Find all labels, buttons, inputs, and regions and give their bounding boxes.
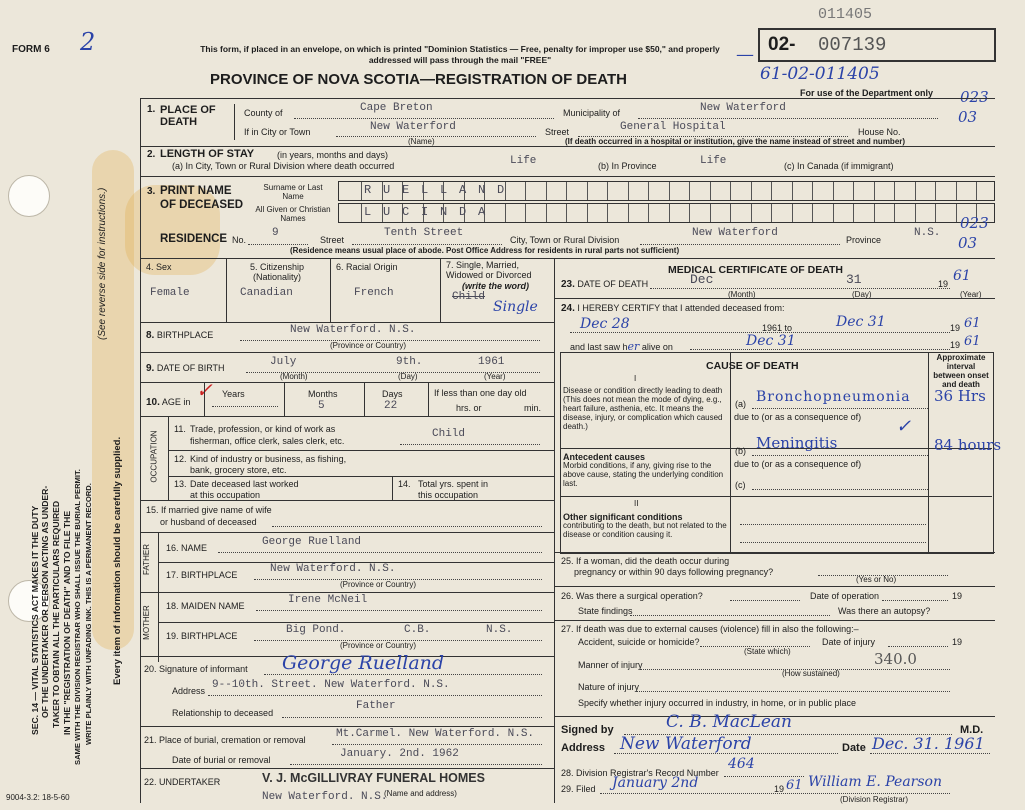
cause-b-interval: 84 hours [934,436,1002,454]
grid-cell-divider [607,182,608,200]
grid-cell-divider [648,182,649,200]
house-label: House No. [858,127,901,137]
sidebar-line-8: Every item of information should be carefully supplied. [112,436,123,685]
punch-hole-top [8,175,50,217]
length-of-stay-label: LENGTH OF STAY [160,148,255,160]
alive-pronoun: er [627,340,640,353]
to-label: to [784,323,793,333]
wife-label-a: If married give name of wife [161,505,272,515]
surname-value: RUELLAND [364,183,517,197]
print-name-label: PRINT NAME OF DECEASED [160,185,244,211]
item-27-number: 27. [561,624,574,634]
sidebar-line-4: IN THE "REGISTRATION OF DEATH" AND TO FILE THE [62,510,72,735]
sidebar-line-3: TAKER TO OBTAIN ALL THE PARTICULARS REQUIRED [51,500,61,728]
sidebar-line-5: SAME WITH THE DIVISION REGISTRAR WHO SHALL ISSUE THE BURIAL PERMIT. [73,469,82,765]
antecedent-description: Morbid conditions, if any, giving rise to the above cause, stating the underlying condition last. [563,461,724,488]
place-of-death-label: PLACE OF DEATH [160,104,216,128]
q27-year-prefix: 19 [952,637,963,647]
racial-label: Racial Origin [346,262,398,272]
q27-nature-label: Nature of injury [578,682,640,692]
sidebar-line-7: (See reverse side for instructions.) [97,187,108,340]
sidebar-line-2: OF THE UNDERTAKER OR PERSON ACTING AS UNDER- [40,485,50,718]
grid-cell-divider [853,182,854,200]
burial-date-value: January. 2nd. 1962 [340,748,459,760]
grid-cell-divider [915,182,916,200]
occupation-value: Child [432,428,466,440]
residence-no-value: 9 [272,227,279,239]
q27-date-label: Date of injury [822,637,876,647]
city-value: New Waterford [370,121,456,133]
item-2-number: 2. [147,149,156,160]
months-value: 5 [318,400,325,412]
dod-month-note: (Month) [728,290,756,299]
institution-note: (If death occurred in a hospital or institution, give the name instead of street and number) [565,137,906,146]
municipality-label: Municipality of [563,108,621,118]
q27-how-note: (How sustained) [782,669,840,678]
county-value: Cape Breton [360,102,433,114]
years-label: Years [222,389,245,399]
item-23-number: 23. [561,279,575,290]
grid-cell-divider [751,182,752,200]
grid-cell-divider [648,204,649,222]
item-11-label-a: Trade, profession, or kind of work as [190,424,336,434]
burial-label: Place of burial, cremation or removal [159,735,306,745]
father-name-value: George Ruelland [262,536,362,548]
dob-month-note: (Month) [280,372,308,381]
grid-cell-divider [792,182,793,200]
grid-cell-divider [710,182,711,200]
mother-maiden-value: Irene McNeil [288,594,368,606]
mother-maiden-label: MAIDEN NAME [181,601,245,611]
residence-label: RESIDENCE [160,233,228,245]
grid-cell-divider [956,204,957,222]
form-id: FORM 6 [12,44,50,55]
item-19-number: 19. [166,631,179,641]
cause-b-value: Meningitis [756,434,838,452]
q26-label-a: Was there a surgical operation? [576,591,703,601]
age-label: AGE in [161,397,191,407]
dod-month: Dec [690,272,714,287]
grid-cell-divider [546,204,547,222]
father-name-label: NAME [181,543,208,553]
item-28-number: 28. [561,768,574,778]
q27-specify-label: Specify whether injury occurred in industry, in home, or in public place [578,698,856,708]
cause-a-interval: 36 Hrs [934,387,986,405]
grid-cell-divider [833,182,834,200]
certify-label: I HEREBY CERTIFY that I attended deceased from: [577,303,785,313]
stay-b-value: Life [700,155,727,167]
birthplace-note: (Province or Country) [330,341,407,350]
grid-cell-divider [628,182,629,200]
reg-prefix: 02- [768,34,796,55]
grid-cell-divider [525,182,526,200]
grid-cell-divider [976,182,977,200]
red-check-mark: ✓ [196,378,213,402]
grid-cell-divider [566,204,567,222]
surname-label: Surname or Last Name [263,183,323,201]
reg-number: 007139 [818,34,887,56]
marital-label: Single, Married, Widowed or Divorced [446,260,532,280]
item-5-number: 5. [249,262,258,272]
item-11-label-b: fisherman, office clerk, sales clerk, etc. [190,436,345,446]
medical-certificate-title: MEDICAL CERTIFICATE OF DEATH [668,264,843,276]
grid-cell-divider [915,204,916,222]
county-label: County of [244,108,283,118]
father-birthplace-label: BIRTHPLACE [181,570,238,580]
grid-cell-divider [771,182,772,200]
item-12-label-b: bank, grocery store, etc. [190,465,287,475]
item-29-number: 29. [561,784,574,794]
signed-date-label: Date [842,742,866,754]
cause-a-label: (a) [735,399,746,409]
undertaker-label: UNDERTAKER [159,777,221,787]
stay-a-label: (a) In City, Town or Rural Division where death occurred [172,161,395,171]
grid-cell-divider [669,204,670,222]
mother-birthplace-county: C.B. [404,624,431,636]
item-13-label-a: Date deceased last worked [190,479,299,489]
marital-sub: (write the word) [462,281,529,291]
mother-birthplace-note: (Province or Country) [340,641,417,650]
grid-cell-divider [546,182,547,200]
item-1-number: 1. [147,104,156,115]
stay-a-value: Life [510,155,537,167]
item-26-number: 26. [561,591,574,601]
dod-year-note: (Year) [960,290,982,299]
q27-manner-label: Manner of injury [578,660,643,670]
alive-year: 61 [964,334,981,349]
dob-day-note: (Day) [398,372,418,381]
dod-year: 61 [953,268,971,284]
filed-year-prefix: 19 [774,784,785,794]
item-13-number: 13. [174,479,187,489]
grid-cell-divider [710,204,711,222]
tick-mark: — [736,44,754,65]
occupation-side-label: OCCUPATION [149,430,159,483]
item-9-number: 9. [146,363,155,374]
dept-note: For use of the Department only [800,88,934,98]
form-footer-code: 9004-3.2: 18-5-60 [6,793,70,802]
item-3-number: 3. [147,186,156,197]
grid-cell-divider [751,204,752,222]
marital-hand: Single [493,299,538,315]
informant-address-value: 9--10th. Street. New Waterford. N.S. [212,679,450,691]
dob-day: 9th. [396,356,423,368]
sidebar-line-1: SEC. 14 — VITAL STATISTICS ACT MAKES IT THE DUTY [30,505,40,735]
item-16-number: 16. [166,543,179,553]
address-label: Address [561,742,606,754]
street-label: Street [545,127,570,137]
physician-signature: C. B. MacLean [666,712,793,732]
residence-prov-value: N.S. [914,227,941,239]
informant-label: Signature of informant [159,664,248,674]
cause-description: Disease or condition directly leading to death (This does not mean the mode of dying, e.g., heart failure, asthenia, etc. It means the disease, injury, or complication which caused death.) [563,386,723,431]
due-to-2: due to (or as a consequence of) [734,459,862,469]
item-18-number: 18. [166,601,179,611]
item-24-number: 24. [561,303,575,314]
dept-code-3: 023 [960,214,989,232]
alive-label-2: alive on [641,342,673,352]
months-label: Months [308,389,338,399]
grid-cell-divider [792,204,793,222]
grid-cell-divider [587,204,588,222]
wife-label-b: or husband of deceased [160,517,257,527]
last-seen-alive: Dec 31 [746,333,796,349]
stay-b-label: (b) In Province [598,161,657,171]
birthplace-label: BIRTHPLACE [156,330,214,340]
dod-day-note: (Day) [852,290,872,299]
item-21-number: 21. [144,735,157,745]
corner-mark: 2 [80,28,96,56]
relationship-value: Father [356,700,396,712]
attended-to-year-prefix: 19 [950,323,961,333]
residence-city-label: City, Town or Rural Division [510,235,620,245]
residence-street-label: Street [320,235,345,245]
grid-cell-divider [853,204,854,222]
attended-from-year: 1961 [762,323,783,333]
grid-cell-divider [628,204,629,222]
grid-cell-divider [833,204,834,222]
dob-label: DATE OF BIRTH [156,363,225,373]
alive-label: and last saw h [570,342,628,352]
due-to-1: due to (or as a consequence of) [734,412,862,422]
grid-cell-divider [874,182,875,200]
residence-street-value: Tenth Street [384,227,464,239]
less-than-day-label: If less than one day old [434,388,527,398]
grid-cell-divider [874,204,875,222]
grid-cell-divider [566,182,567,200]
stay-sub: (in years, months and days) [277,150,389,160]
undertaker-note: (Name and address) [384,789,457,798]
item-6-number: 6. [336,262,344,272]
checkmark-icon: ✓ [896,416,912,437]
sex-label: Sex [156,262,172,272]
residence-no-label: No. [232,235,247,245]
item-7-number: 7. [446,260,454,270]
item-11-number: 11. [174,424,186,434]
mother-birthplace-town: Big Pond. [286,624,346,636]
father-birthplace-note: (Province or Country) [340,580,417,589]
q27-state-note: (State which) [744,647,791,656]
q27-accident-label: Accident, suicide or homicide? [578,637,700,647]
sidebar-line-6: WRITE PLAINLY WITH UNFADING INK. THIS IS A PERMANENT RECORD. [84,483,93,745]
attended-from: Dec 28 [580,316,630,332]
grid-cell-divider [812,204,813,222]
dept-code-4: 03 [958,234,978,252]
grid-cell-divider [730,204,731,222]
grid-cell-divider [771,204,772,222]
grid-cell-divider [935,204,936,222]
grid-cell-divider [607,204,608,222]
dept-code-2: 03 [958,108,978,126]
informant-signature: George Ruelland [282,652,445,674]
city-label: If in City or Town [244,127,311,137]
item-14-number: 14. [398,479,411,489]
item-14-label-a: Total yrs. spent in [418,479,489,489]
reg-hand-number: 61-02-011405 [760,64,880,84]
undertaker-name: V. J. McGILLIVRAY FUNERAL HOMES [262,771,485,785]
days-label: Days [382,389,403,399]
date-of-death-label: DATE OF DEATH [577,279,649,289]
grid-cell-divider [505,204,506,222]
cause-c-label: (c) [735,480,746,490]
item-13-label-b: at this occupation [190,490,261,500]
filed-label: Filed [576,784,596,794]
mother-side-label: MOTHER [141,605,151,640]
grid-cell-divider [894,204,895,222]
q25-label-a: If a woman, did the death occur during [576,556,730,566]
grid-cell-divider [812,182,813,200]
street-value: General Hospital [620,121,726,133]
attended-to: Dec 31 [836,314,886,330]
mail-instructions: This form, if placed in an envelope, on which is printed "Dominion Statistics — Free, penalty for improper use $50," and properly addressed will pass through the mail "FREE" [200,44,720,65]
grid-cell-divider [669,182,670,200]
attended-to-year: 61 [964,316,981,331]
undertaker-address: New Waterford. N.S. [262,791,388,803]
registrar-signature: William E. Pearson [808,774,942,790]
grid-cell-divider [894,182,895,200]
birthplace-value: New Waterford. N.S. [290,324,416,336]
relationship-label: Relationship to deceased [172,708,274,718]
dob-year-note: (Year) [484,372,506,381]
item-14-label-b: this occupation [418,490,479,500]
dob-year: 1961 [478,356,505,368]
grid-cell-divider [361,204,362,222]
signed-by-label: Signed by [561,724,614,736]
informant-address-label: Address [172,686,206,696]
burial-place-value: Mt.Carmel. New Waterford. N.S. [336,728,535,740]
residence-note: (Residence means usual place of abode. Post Office Address for residents in rural parts not sufficient) [290,246,680,255]
dod-year-prefix: 19 [938,279,949,289]
division-registrar-note: (Division Registrar) [840,795,909,804]
q25-label-b: pregnancy or within 90 days following pregnancy? [574,567,774,577]
signed-date: Dec. 31. 1961 [872,734,985,753]
md-label: M.D. [960,724,984,736]
marital-typed: Child [452,291,486,303]
q26-findings-label: State findings [578,606,633,616]
father-birthplace-value: New Waterford. N.S. [270,563,396,575]
other-conditions-title: Other significant conditions [563,512,683,522]
stay-c-label: (c) In Canada (if immigrant) [784,161,894,171]
item-12-label-a: Kind of industry or business, as fishing, [190,454,347,464]
dept-code-1: 023 [960,88,989,106]
residence-prov-label: Province [846,235,882,245]
q26-autopsy-label: Was there an autopsy? [838,606,931,616]
cause-a-value: Bronchopneumonia [756,389,911,405]
grid-cell-divider [587,182,588,200]
grid-cell-divider [956,182,957,200]
grid-cell-divider [689,204,690,222]
item-17-number: 17. [166,570,179,580]
physician-address: New Waterford [620,734,752,754]
q27-code: 340.0 [874,650,917,668]
q26-date-label: Date of operation [810,591,880,601]
citizenship-value: Canadian [240,287,293,299]
filed-year: 61 [786,778,803,793]
cause-part-ii: II [634,499,639,508]
residence-city-value: New Waterford [692,227,778,239]
item-4-number: 4. [146,262,154,272]
mother-birthplace-label: BIRTHPLACE [181,631,238,641]
other-conditions-description: contributing to the death, but not related to the disease or condition causing it. [563,521,727,539]
item-8-number: 8. [146,330,155,341]
reg-stamp: 011405 [818,6,873,23]
form-title: PROVINCE OF NOVA SCOTIA—REGISTRATION OF DEATH [210,71,627,88]
given-value: LUCINDA [364,205,498,219]
alive-year-prefix: 19 [950,340,961,350]
grid-cell-divider [689,182,690,200]
item-22-number: 22. [144,777,157,787]
min-label: min. [524,403,542,413]
cause-part-i: I [634,374,637,383]
mother-birthplace-province: N.S. [486,624,513,636]
given-label: All Given or Christian Names [255,205,331,223]
item-25-number: 25. [561,556,574,566]
grid-cell-divider [935,182,936,200]
record-number-label: Division Registrar's Record Number [576,768,719,778]
filed-date: January 2nd [612,775,699,791]
dod-day: 31 [846,272,862,287]
sex-value: Female [150,287,190,299]
item-10-number: 10. [146,397,160,408]
antecedent-title: Antecedent causes [563,452,646,462]
cause-title: CAUSE OF DEATH [706,360,799,372]
item-20-number: 20. [144,664,157,674]
municipality-value: New Waterford [700,102,786,114]
racial-value: French [354,287,394,299]
citizenship-label: Citizenship (Nationality) [252,262,305,282]
q27-label-a: If death was due to external causes (violence) fill in also the following:– [576,624,859,634]
record-number-value: 464 [728,756,755,772]
grid-cell-divider [730,182,731,200]
q26-year-prefix: 19 [952,591,963,601]
name-note: (Name) [408,137,435,146]
days-value: 22 [384,400,398,412]
dob-month: July [270,356,297,368]
grid-cell-divider [525,204,526,222]
cause-b-label: (b) [735,446,746,456]
father-side-label: FATHER [141,544,151,575]
burial-date-label: Date of burial or removal [172,755,271,765]
item-15-number: 15. [146,505,159,515]
item-12-number: 12. [174,454,187,464]
approx-interval-label: Approximate interval between onset and death [933,353,989,389]
grid-cell-divider [361,182,362,200]
hrs-label: hrs. or [456,403,482,413]
q25-note: (Yes or No) [856,575,897,584]
